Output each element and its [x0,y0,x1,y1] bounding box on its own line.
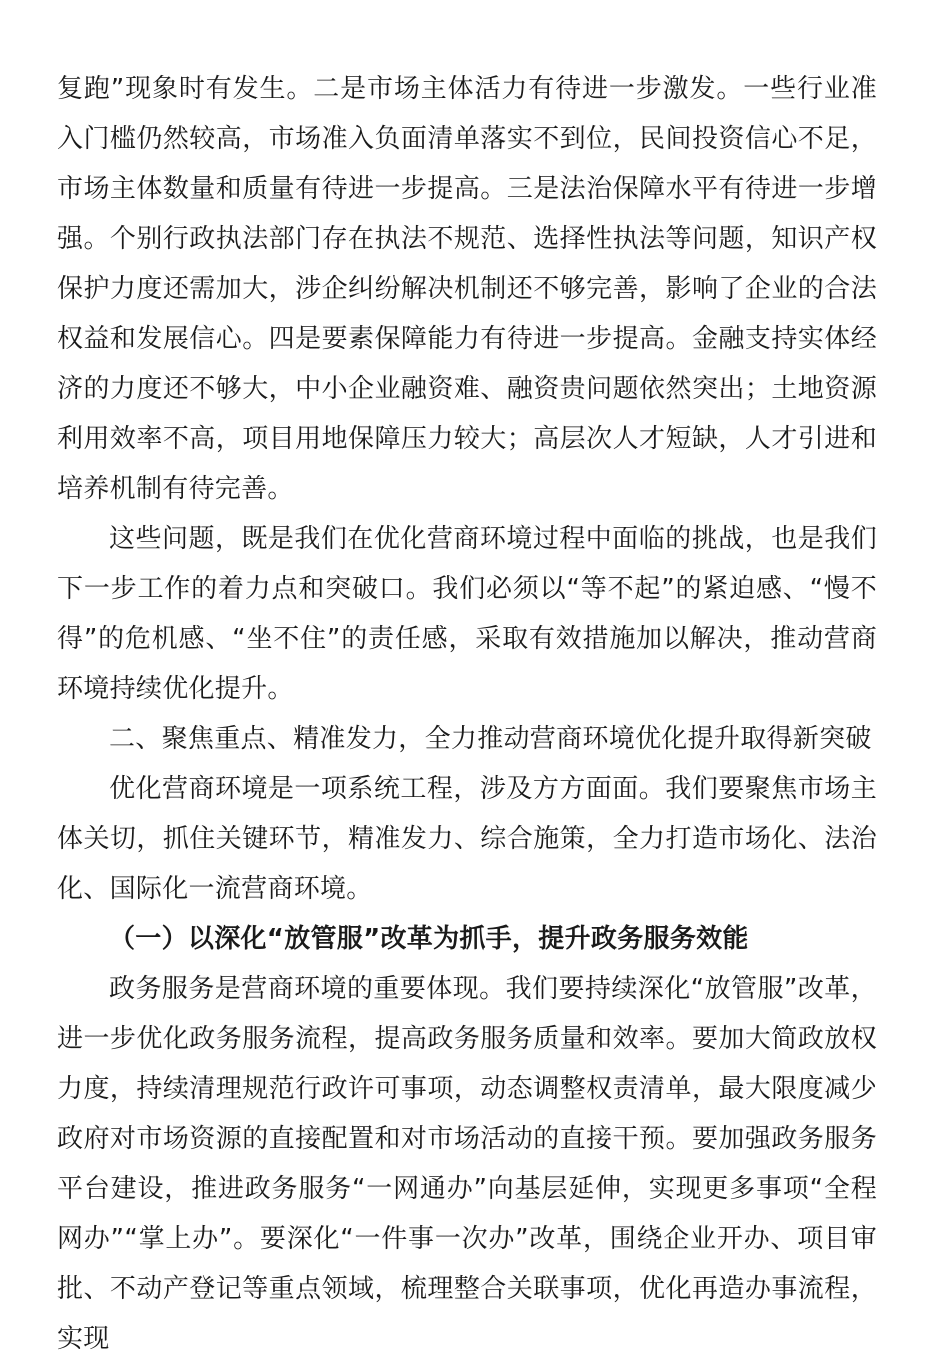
paragraph-problems-summary: 这些问题，既是我们在优化营商环境过程中面临的挑战，也是我们下一步工作的着力点和突破口。我们必须以“等不起”的紧迫感、“慢不得”的危机感、“坐不住”的责任感，采取有效措施加以解决，推动营商环境持续优化提升。 [57,524,877,704]
section-heading-2: 二、聚焦重点、精准发力，全力推动营商环境优化提升取得新突破 [109,724,872,754]
paragraph-section-intro: 优化营商环境是一项系统工程，涉及方方面面。我们要聚焦市场主体关切，抓住关键环节，精准发力、综合施策，全力打造市场化、法治化、国际化一流营商环境。 [57,774,877,904]
paragraph-continuation: 复跑”现象时有发生。二是市场主体活力有待进一步激发。一些行业准入门槛仍然较高，市场准入负面清单落实不到位，民间投资信心不足，市场主体数量和质量有待进一步提高。三是法治保障水平有待进一步增强。个别行政执法部门存在执法不规范、选择性执法等问题，知识产权保护力度还需加大，涉企纠纷解决机制还不够完善，影响了企业的合法权益和发展信心。四是要素保障能力有待进一步提高。金融支持实体经济的力度还不够大，中小企业融资难、融资贵问题依然突出；土地资源利用效率不高，项目用地保障压力较大；高层次人才短缺，人才引进和培养机制有待完善。 [57,74,877,504]
document-body [57,64,877,1364]
subsection-heading-1: （一）以深化“放管服”改革为抓手，提升政务服务效能 [109,924,749,954]
paragraph-government-services: 政务服务是营商环境的重要体现。我们要持续深化“放管服”改革，进一步优化政务服务流程，提高政务服务质量和效率。要加大简政放权力度，持续清理规范行政许可事项，动态调整权责清单，最大限度减少政府对市场资源的直接配置和对市场活动的直接干预。要加强政务服务平台建设，推进政务服务“一网通办”向基层延伸，实现更多事项“全程网办”“掌上办”。要深化“一件事一次办”改革，围绕企业开办、项目审批、不动产登记等重点领域，梳理整合关联事项，优化再造办事流程，实现 [57,974,877,1354]
